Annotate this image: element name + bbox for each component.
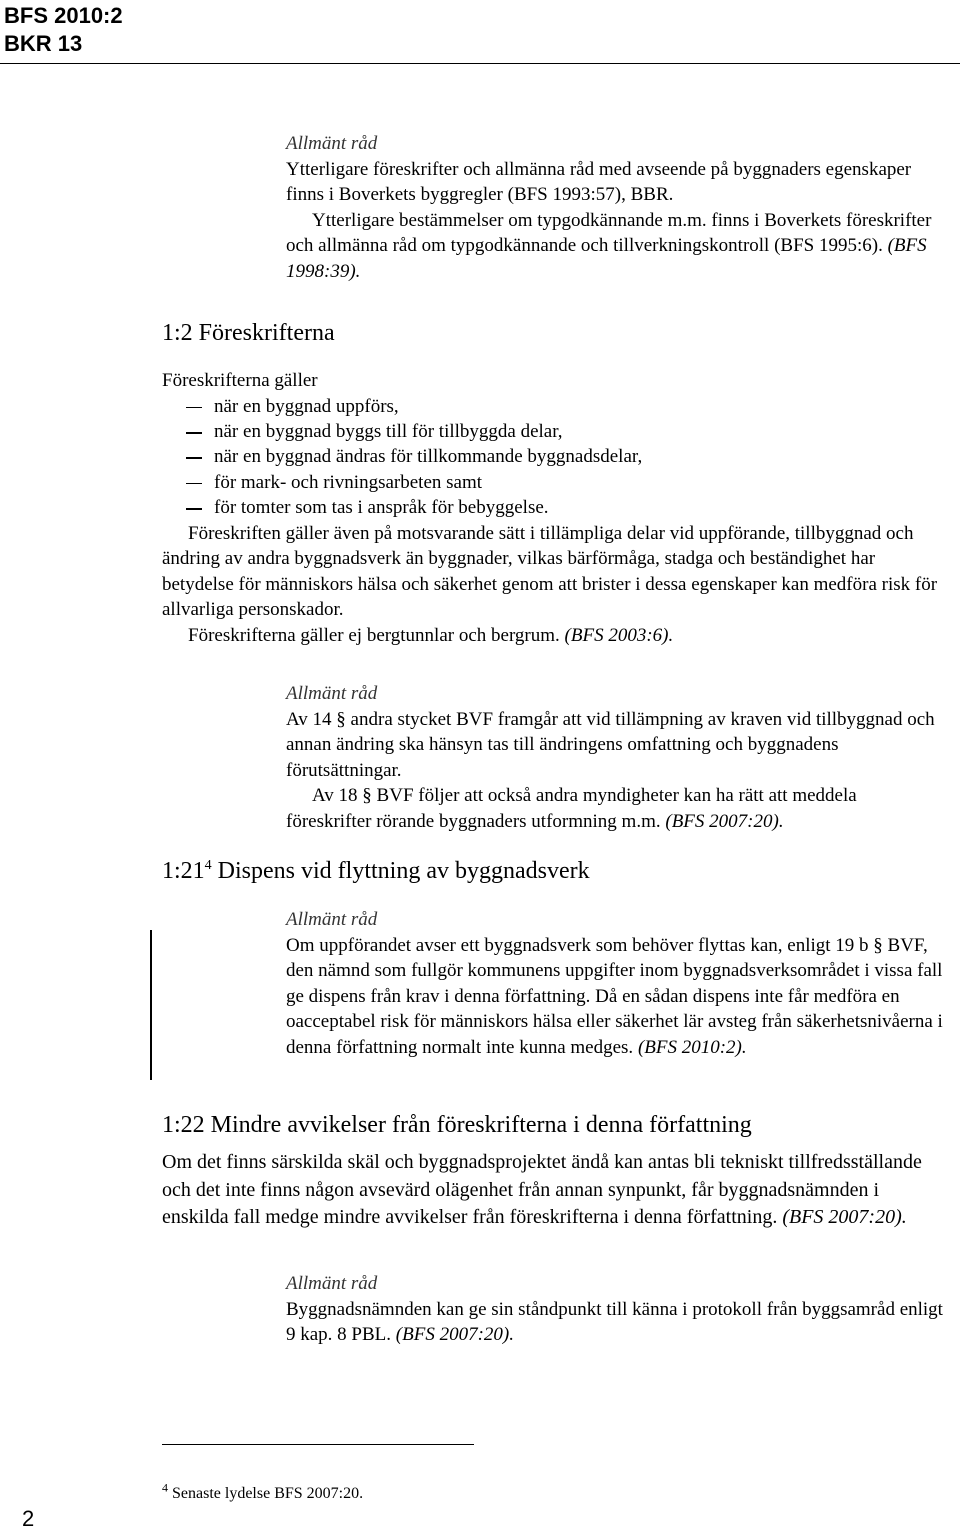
- header-rule: [0, 63, 960, 64]
- footnote-text: Senaste lydelse BFS 2007:20.: [172, 1485, 364, 1502]
- list-item: när en byggnad byggs till för tillbyggda delar,: [162, 419, 947, 444]
- advice-paragraph: Av 14 § andra stycket BVF framgår att vid tillämpning av kraven vid tillbyggnad och annan ändring ska hänsyn tas till ändringens omfattning och byggnadens förutsättningar.: [286, 708, 935, 781]
- advice-text: Ytterligare bestämmelser om typgodkännande m.m. finns i Boverkets föreskrifter och allmänna råd om typgodkännande och tillverkningskontroll (BFS 1995:6).: [286, 209, 932, 257]
- footnote-rule: [162, 1444, 474, 1445]
- advice-paragraph: [286, 1297, 946, 1348]
- advice-paragraph: [286, 208, 946, 285]
- running-header: [0, 0, 960, 64]
- general-advice-block-4: [286, 1271, 946, 1348]
- body-paragraph: [162, 1149, 947, 1232]
- body-paragraph: [162, 623, 947, 649]
- general-advice-block-2: [286, 681, 946, 835]
- body-paragraph: Föreskriften gäller även på motsvarande sätt i tillämpliga delar vid uppförande, tillbyggnad och ändring av andra byggnadsverk än byggnader, vilkas bärförmåga, stadga och beständighet har betydelse för människors hälsa och säkerhet genom att brister i dessa egenskaper kan medföra risk för allvarliga personskador.: [162, 522, 938, 621]
- general-advice-label: Allmänt råd: [286, 683, 378, 704]
- body-text: Om det finns särskilda skäl och byggnadsprojektet ändå kan antas bli tekniskt tillfredsställande och det inte finns någon avsevärd olägenhet från annan synpunkt, får byggnadsnämnden i enskilda fall medge mindre avvikelser från föreskrifterna i denna författning.: [162, 1151, 922, 1229]
- reference: (BFS 2003:6).: [564, 625, 674, 646]
- header-line-2: BKR 13: [4, 31, 83, 56]
- section-1-2-body: [162, 368, 947, 649]
- section-heading-1-21: [162, 856, 947, 886]
- reference: (BFS 2007:20).: [395, 1324, 514, 1346]
- reference: (BFS 2010:2).: [637, 1036, 747, 1058]
- reference: (BFS 2007:20).: [782, 1206, 907, 1229]
- reference: (BFS 2007:20).: [665, 810, 784, 832]
- section-heading-1-2: 1:2 Föreskrifterna: [162, 320, 335, 346]
- advice-text: Byggnadsnämnden kan ge sin ståndpunkt till känna i protokoll från byggsamråd enligt 9 kap. 8 PBL.: [286, 1298, 943, 1346]
- change-bar: [150, 930, 152, 1080]
- general-advice-block-1: [286, 131, 946, 285]
- list-item: när en byggnad uppförs,: [162, 394, 947, 419]
- general-advice-label: Allmänt råd: [286, 909, 378, 930]
- list-item: när en byggnad ändras för tillkommande byggnadsdelar,: [162, 444, 947, 469]
- advice-text: Av 18 § BVF följer att också andra myndigheter kan ha rätt att meddela föreskrifter rörande byggnaders utformning m.m.: [286, 785, 857, 832]
- section-number: 1:21: [162, 858, 205, 884]
- advice-text: Om uppförandet avser ett byggnadsverk som behöver flyttas kan, enligt 19 b § BVF, den nämnd som fullgör kommunens uppgifter inom byggnadsverksområdet i vissa fall ge dispens från krav i denna författning. Då en sådan dispens inte får medföra en oacceptabel risk för människors hälsa eller säkerhet lär avsteg från säkerhetsnivåerna i denna författning normalt inte kunna medges.: [286, 934, 943, 1058]
- reference: (BFS 1998:39).: [286, 235, 927, 282]
- advice-paragraph: Ytterligare föreskrifter och allmänna råd med avseende på byggnaders egenskaper finns i Boverkets byggregler (BFS 1993:57), BBR.: [286, 158, 912, 206]
- general-advice-label: Allmänt råd: [286, 1273, 378, 1294]
- general-advice-block-3: [286, 907, 946, 1061]
- scope-list: [162, 394, 947, 521]
- body-text: Föreskrifterna gäller ej bergtunnlar och bergrum.: [188, 625, 560, 646]
- section-heading-1-22: 1:22 Mindre avvikelser från föreskrifterna i denna författning: [162, 1112, 752, 1138]
- footnote-number: 4: [162, 1480, 168, 1495]
- section-title: Dispens vid flyttning av byggnadsverk: [217, 858, 590, 884]
- footnote-marker: 4: [204, 858, 212, 873]
- list-item: för tomter som tas i anspråk för bebyggelse.: [162, 495, 947, 520]
- general-advice-label: Allmänt råd: [286, 133, 378, 154]
- footnote: [162, 1480, 862, 1504]
- list-item: för mark- och rivningsarbeten samt: [162, 470, 947, 495]
- page-number: 2: [22, 1506, 35, 1531]
- list-intro: Föreskrifterna gäller: [162, 370, 318, 391]
- advice-paragraph: [286, 783, 946, 834]
- header-line-1: BFS 2010:2: [4, 3, 123, 28]
- advice-paragraph: [286, 933, 946, 1061]
